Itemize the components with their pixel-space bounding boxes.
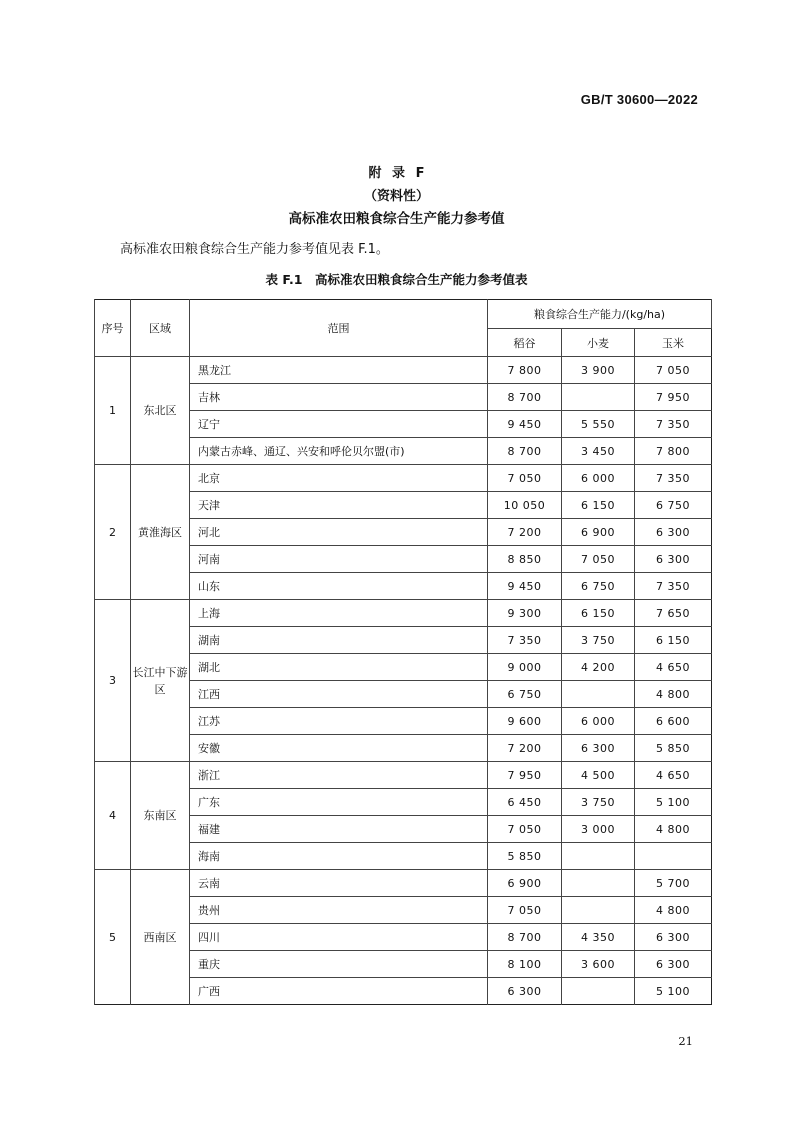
header-index: 序号 bbox=[95, 300, 131, 357]
rice-value-cell: 10 050 bbox=[488, 492, 562, 519]
table-caption: 表 F.1 高标准农田粮食综合生产能力参考值表 bbox=[265, 272, 528, 287]
range-cell: 北京 bbox=[190, 465, 488, 492]
range-cell: 云南 bbox=[190, 870, 488, 897]
wheat-value-cell: 6 000 bbox=[562, 708, 635, 735]
corn-value-cell: 7 050 bbox=[635, 357, 712, 384]
header-capacity: 粮食综合生产能力/(kg/ha) bbox=[488, 300, 712, 329]
corn-value-cell: 7 650 bbox=[635, 600, 712, 627]
range-cell: 安徽 bbox=[190, 735, 488, 762]
corn-value-cell: 4 650 bbox=[635, 654, 712, 681]
corn-value-cell: 7 800 bbox=[635, 438, 712, 465]
rice-value-cell: 9 600 bbox=[488, 708, 562, 735]
range-cell: 辽宁 bbox=[190, 411, 488, 438]
header-corn: 玉米 bbox=[635, 329, 712, 357]
intro-paragraph: 高标准农田粮食综合生产能力参考值见表 F.1。 bbox=[120, 242, 389, 257]
corn-value-cell: 6 300 bbox=[635, 519, 712, 546]
corn-value-cell: 6 300 bbox=[635, 924, 712, 951]
rice-value-cell: 7 950 bbox=[488, 762, 562, 789]
wheat-value-cell bbox=[562, 843, 635, 870]
rice-value-cell: 7 800 bbox=[488, 357, 562, 384]
table-row bbox=[95, 600, 712, 627]
range-cell: 河南 bbox=[190, 546, 488, 573]
standard-code: GB/T 30600—2022 bbox=[580, 92, 698, 107]
range-cell: 江苏 bbox=[190, 708, 488, 735]
group-region: 黄淮海区 bbox=[131, 465, 190, 600]
group-region: 东北区 bbox=[131, 357, 190, 465]
rice-value-cell: 7 200 bbox=[488, 519, 562, 546]
range-cell: 广东 bbox=[190, 789, 488, 816]
rice-value-cell: 8 100 bbox=[488, 951, 562, 978]
range-cell: 湖南 bbox=[190, 627, 488, 654]
corn-value-cell: 7 350 bbox=[635, 411, 712, 438]
rice-value-cell: 8 850 bbox=[488, 546, 562, 573]
range-cell: 福建 bbox=[190, 816, 488, 843]
capacity-table bbox=[94, 299, 712, 1005]
range-cell: 贵州 bbox=[190, 897, 488, 924]
range-cell: 江西 bbox=[190, 681, 488, 708]
wheat-value-cell: 6 300 bbox=[562, 735, 635, 762]
group-region: 长江中下游区 bbox=[131, 600, 190, 762]
group-index: 5 bbox=[95, 870, 131, 1005]
group-index: 2 bbox=[95, 465, 131, 600]
range-cell: 山东 bbox=[190, 573, 488, 600]
rice-value-cell: 6 300 bbox=[488, 978, 562, 1005]
wheat-value-cell: 3 750 bbox=[562, 789, 635, 816]
appendix-title: 高标准农田粮食综合生产能力参考值 bbox=[288, 211, 505, 227]
corn-value-cell: 6 150 bbox=[635, 627, 712, 654]
corn-value-cell: 6 600 bbox=[635, 708, 712, 735]
group-index: 4 bbox=[95, 762, 131, 870]
rice-value-cell: 5 850 bbox=[488, 843, 562, 870]
table-row bbox=[95, 465, 712, 492]
corn-value-cell: 5 850 bbox=[635, 735, 712, 762]
wheat-value-cell: 4 350 bbox=[562, 924, 635, 951]
range-cell: 上海 bbox=[190, 600, 488, 627]
range-cell: 黑龙江 bbox=[190, 357, 488, 384]
wheat-value-cell: 6 900 bbox=[562, 519, 635, 546]
wheat-value-cell bbox=[562, 681, 635, 708]
page-number: 21 bbox=[678, 1034, 693, 1048]
header-wheat: 小麦 bbox=[562, 329, 635, 357]
rice-value-cell: 7 050 bbox=[488, 465, 562, 492]
wheat-value-cell bbox=[562, 897, 635, 924]
corn-value-cell: 6 750 bbox=[635, 492, 712, 519]
wheat-value-cell: 3 450 bbox=[562, 438, 635, 465]
range-cell: 广西 bbox=[190, 978, 488, 1005]
range-cell: 吉林 bbox=[190, 384, 488, 411]
wheat-value-cell: 4 500 bbox=[562, 762, 635, 789]
wheat-value-cell: 7 050 bbox=[562, 546, 635, 573]
wheat-value-cell: 5 550 bbox=[562, 411, 635, 438]
wheat-value-cell bbox=[562, 384, 635, 411]
rice-value-cell: 9 300 bbox=[488, 600, 562, 627]
rice-value-cell: 7 200 bbox=[488, 735, 562, 762]
rice-value-cell: 9 450 bbox=[488, 411, 562, 438]
wheat-value-cell: 6 150 bbox=[562, 600, 635, 627]
corn-value-cell: 6 300 bbox=[635, 951, 712, 978]
table-row bbox=[95, 357, 712, 384]
range-cell: 重庆 bbox=[190, 951, 488, 978]
range-cell: 湖北 bbox=[190, 654, 488, 681]
table-row bbox=[95, 762, 712, 789]
group-region: 东南区 bbox=[131, 762, 190, 870]
wheat-value-cell: 4 200 bbox=[562, 654, 635, 681]
corn-value-cell: 5 100 bbox=[635, 789, 712, 816]
rice-value-cell: 6 750 bbox=[488, 681, 562, 708]
corn-value-cell: 7 950 bbox=[635, 384, 712, 411]
group-index: 1 bbox=[95, 357, 131, 465]
rice-value-cell: 7 050 bbox=[488, 816, 562, 843]
corn-value-cell: 7 350 bbox=[635, 465, 712, 492]
wheat-value-cell: 6 150 bbox=[562, 492, 635, 519]
header-rice: 稻谷 bbox=[488, 329, 562, 357]
wheat-value-cell: 3 600 bbox=[562, 951, 635, 978]
rice-value-cell: 8 700 bbox=[488, 384, 562, 411]
corn-value-cell: 5 700 bbox=[635, 870, 712, 897]
range-cell: 河北 bbox=[190, 519, 488, 546]
corn-value-cell: 4 650 bbox=[635, 762, 712, 789]
table-body bbox=[95, 357, 712, 1005]
range-cell: 四川 bbox=[190, 924, 488, 951]
rice-value-cell: 8 700 bbox=[488, 438, 562, 465]
corn-value-cell: 4 800 bbox=[635, 897, 712, 924]
appendix-type: （资料性） bbox=[363, 189, 429, 204]
corn-value-cell: 6 300 bbox=[635, 546, 712, 573]
header-range: 范围 bbox=[190, 300, 488, 357]
group-region: 西南区 bbox=[131, 870, 190, 1005]
rice-value-cell: 9 450 bbox=[488, 573, 562, 600]
range-cell: 浙江 bbox=[190, 762, 488, 789]
rice-value-cell: 7 350 bbox=[488, 627, 562, 654]
corn-value-cell: 7 350 bbox=[635, 573, 712, 600]
wheat-value-cell: 6 000 bbox=[562, 465, 635, 492]
rice-value-cell: 6 900 bbox=[488, 870, 562, 897]
corn-value-cell: 5 100 bbox=[635, 978, 712, 1005]
table-row bbox=[95, 870, 712, 897]
header-region: 区域 bbox=[131, 300, 190, 357]
appendix-label: 附 录 F bbox=[368, 166, 425, 181]
corn-value-cell: 4 800 bbox=[635, 816, 712, 843]
rice-value-cell: 7 050 bbox=[488, 897, 562, 924]
rice-value-cell: 6 450 bbox=[488, 789, 562, 816]
corn-value-cell bbox=[635, 843, 712, 870]
wheat-value-cell: 3 750 bbox=[562, 627, 635, 654]
rice-value-cell: 8 700 bbox=[488, 924, 562, 951]
range-cell: 内蒙古赤峰、通辽、兴安和呼伦贝尔盟(市) bbox=[190, 438, 488, 465]
corn-value-cell: 4 800 bbox=[635, 681, 712, 708]
wheat-value-cell: 6 750 bbox=[562, 573, 635, 600]
wheat-value-cell bbox=[562, 978, 635, 1005]
group-index: 3 bbox=[95, 600, 131, 762]
wheat-value-cell: 3 900 bbox=[562, 357, 635, 384]
range-cell: 海南 bbox=[190, 843, 488, 870]
rice-value-cell: 9 000 bbox=[488, 654, 562, 681]
wheat-value-cell: 3 000 bbox=[562, 816, 635, 843]
wheat-value-cell bbox=[562, 870, 635, 897]
range-cell: 天津 bbox=[190, 492, 488, 519]
